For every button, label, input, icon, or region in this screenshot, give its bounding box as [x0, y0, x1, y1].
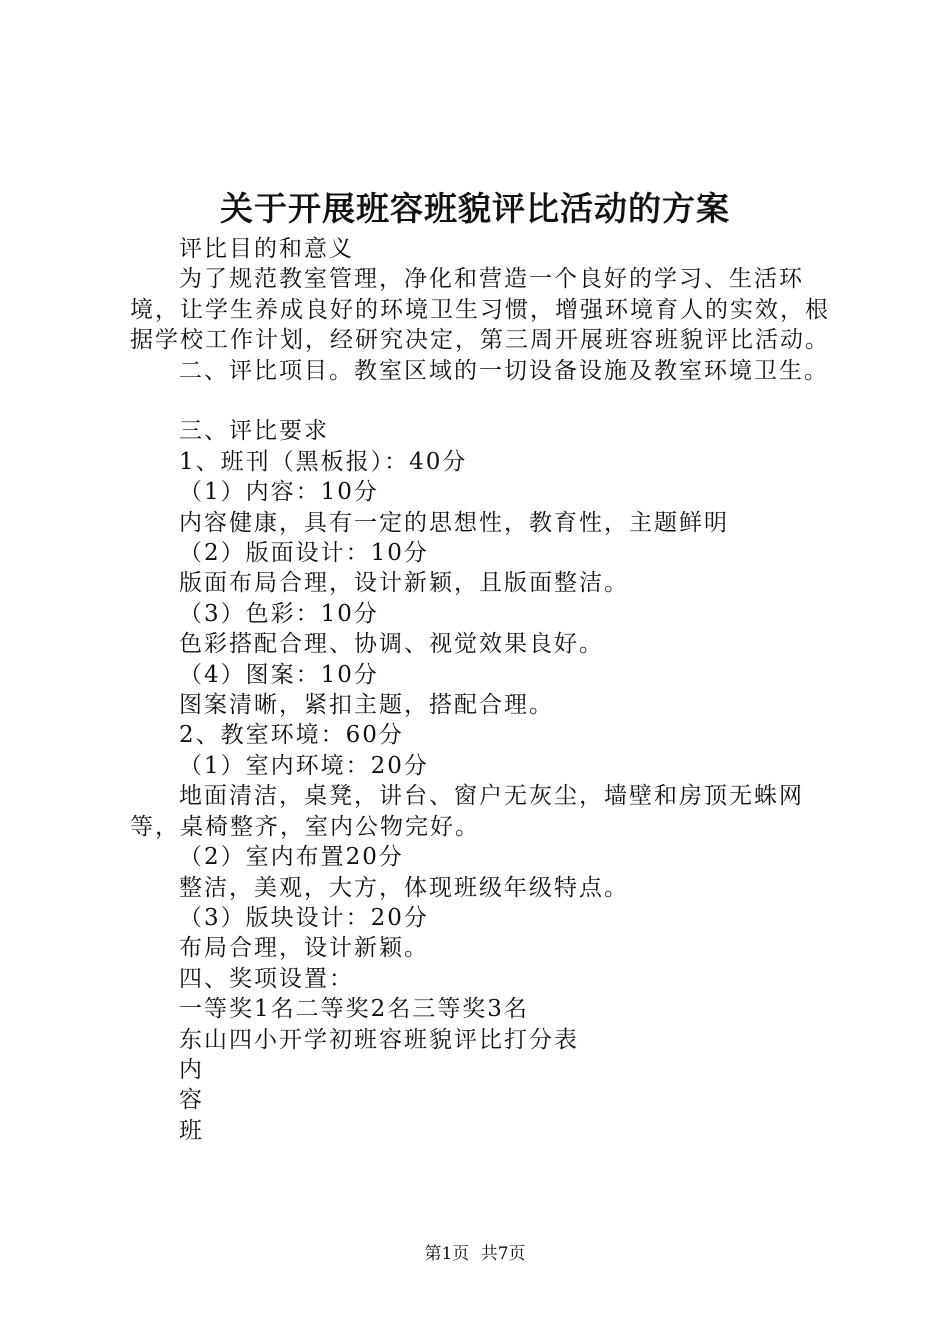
table-cell-char: 容 — [179, 1087, 204, 1114]
section-requirements-heading: 三、评比要求 — [179, 418, 329, 445]
page-number: 第1页 — [424, 1244, 470, 1264]
requirement-board-design-desc: 布局合理，设计新颖。 — [179, 935, 429, 962]
page-total: 共7页 — [480, 1244, 526, 1264]
requirement-indoor: （1）室内环境：20分 — [179, 752, 429, 779]
requirement-indoor-desc: 地面清洁，桌凳，讲台、窗户无灰尘，墙壁和房顶无蛛网等，桌椅整齐，室内公物完好。 — [130, 783, 804, 840]
requirement-decoration: （2）室内布置20分 — [179, 844, 404, 871]
requirement-content: （1）内容：10分 — [179, 479, 379, 506]
page-footer — [0, 1242, 950, 1266]
document-body — [130, 234, 840, 1146]
score-table-title: 东山四小开学初班容班貌评比打分表 — [179, 1026, 579, 1053]
requirement-color: （3）色彩：10分 — [179, 600, 379, 627]
document-title: 关于开展班容班貌评比活动的方案 — [220, 189, 730, 228]
requirement-pattern: （4）图案：10分 — [179, 661, 379, 688]
requirement-pattern-desc: 图案清晰，紧扣主题，搭配合理。 — [179, 692, 554, 719]
awards-list: 一等奖1名二等奖2名三等奖3名 — [179, 996, 529, 1023]
requirement-blackboard: 1、班刊（黑板报）：40分 — [179, 448, 468, 475]
requirement-decoration-desc: 整洁，美观，大方，体现班级年级特点。 — [179, 874, 629, 901]
blank-line — [130, 386, 840, 416]
requirement-content-desc: 内容健康，具有一定的思想性，教育性，主题鲜明 — [179, 509, 729, 536]
purpose-paragraph: 为了规范教室管理，净化和营造一个良好的学习、生活环境，让学生养成良好的环境卫生习惯，增强环境育人的实效，根据学校工作计划，经研究决定，第三周开展班容班貌评比活动。 — [130, 266, 830, 354]
table-cell-char: 内 — [179, 1056, 204, 1083]
requirement-layout: （2）版面设计：10分 — [179, 540, 429, 567]
section-items: 二、评比项目。教室区域的一切设备设施及教室环境卫生。 — [179, 357, 829, 384]
requirement-color-desc: 色彩搭配合理、协调、视觉效果良好。 — [179, 631, 604, 658]
requirement-classroom: 2、教室环境：60分 — [179, 722, 404, 749]
requirement-board-design: （3）版块设计：20分 — [179, 904, 429, 931]
section-awards-heading: 四、奖项设置： — [179, 965, 354, 992]
requirement-layout-desc: 版面布局合理，设计新颖，且版面整洁。 — [179, 570, 629, 597]
table-cell-char: 班 — [179, 1117, 204, 1144]
section-purpose-heading: 评比目的和意义 — [179, 236, 354, 262]
